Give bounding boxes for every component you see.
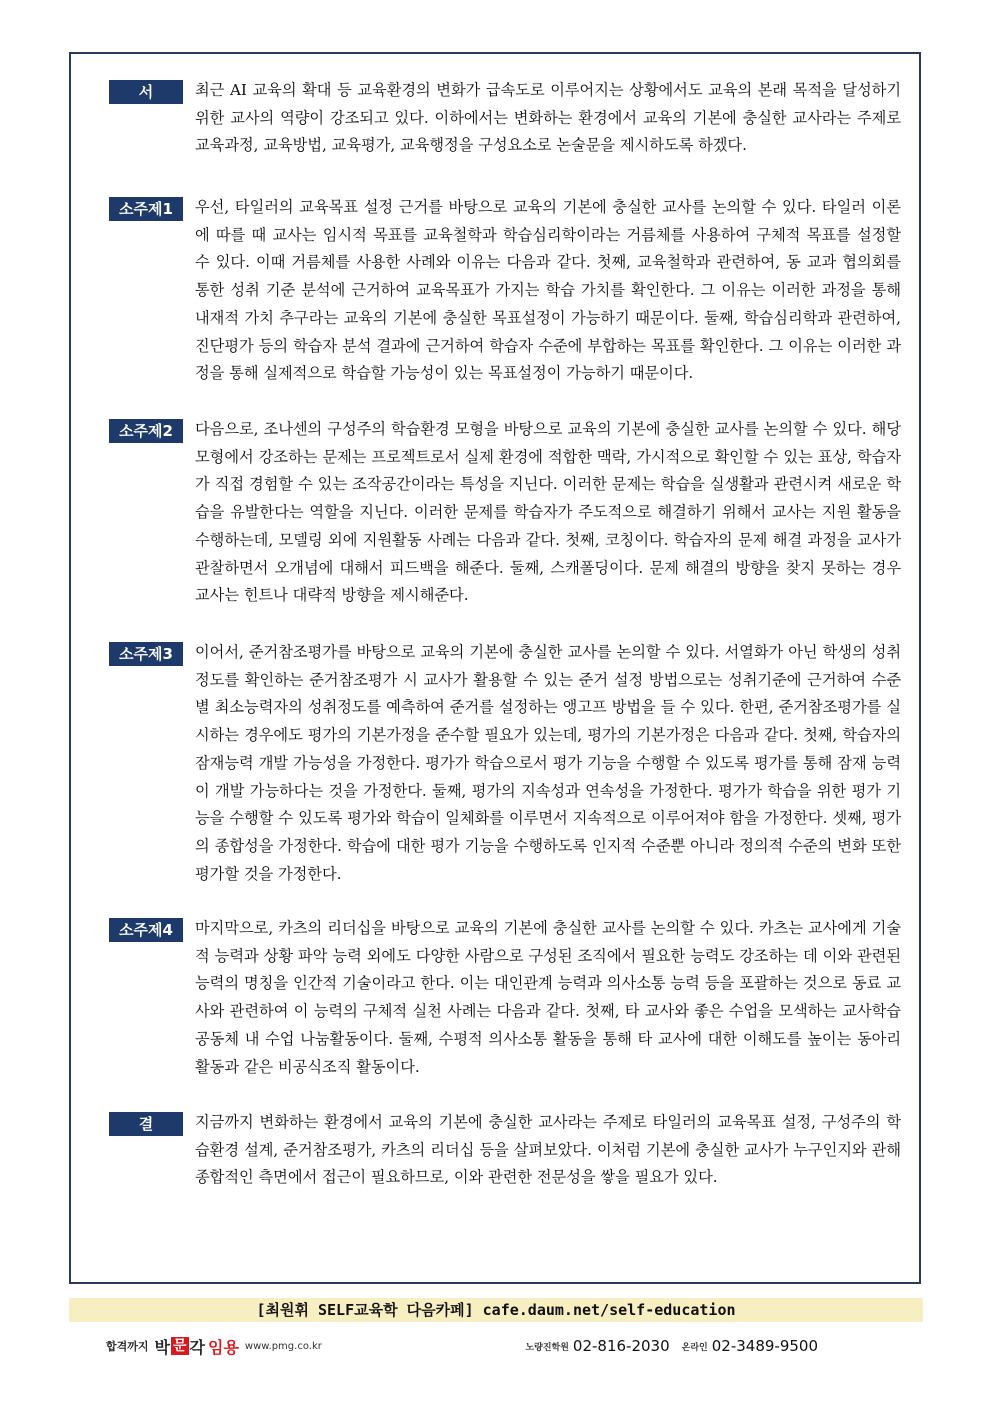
- brand-logo: [155, 1335, 239, 1358]
- section-subtopic-2: [101, 419, 911, 610]
- section-text: 최근 AI 교육의 확대 등 교육환경의 변화가 급속도로 이루어지는 상황에서도 교육의 본래 목적을 달성하기 위한 교사의 역량이 강조되고 있다. 이하에서는 변화하는 환경에서 교육의 기본에 충실한 교사라는 주제로 교육과정, 교육방법, 교육평가, 교육행정을 구성요소로 논술문을 제시하도록 하겠다.: [195, 81, 901, 155]
- publisher-footer: [106, 1334, 818, 1358]
- section-subtopic-3: [101, 642, 911, 888]
- cafe-banner: [최원휘 SELF교육학 다음카페] cafe.daum.net/self-education: [69, 1298, 923, 1322]
- section-subtopic-1: [101, 197, 911, 388]
- essay-frame: [69, 52, 921, 1284]
- brand-mun: 문: [172, 1338, 187, 1354]
- brand-park: 박: [154, 1337, 170, 1357]
- section-tag: 소주제4: [109, 918, 183, 942]
- section-text: 다음으로, 조나센의 구성주의 학습환경 모형을 바탕으로 교육의 기본에 충실한 교사를 논의할 수 있다. 해당 모형에서 강조하는 문제는 프로젝트로서 실제 환경에 적합한 맥락, 가시적으로 확인할 수 있는 표상, 학습자가 직접 경험할 수 있는 조작공간이라는 특성을 지닌다. 이러한 문제는 학습을 실생활과 관련시켜 새로운 학습을 유발한다는 역할을 지닌다. 이러한 문제를 학습자가 주도적으로 해결하기 위해서 교사는 지원 활동을 수행하는데, 모델링 외에 지원활동 사례는 다음과 같다. 첫째, 코칭이다. 학습자의 문제 해결 과정을 교사가 관찰하면서 오개념에 대해서 피드백을 해준다. 둘째, 스캐폴딩이다. 문제 해결의 방향을 찾지 못하는 경우 교사는 힌트나 대략적 방향을 제시해준다.: [195, 420, 901, 605]
- section-conclusion: [101, 1112, 911, 1192]
- section-text: 이어서, 준거참조평가를 바탕으로 교육의 기본에 충실한 교사를 논의할 수 있다. 서열화가 아닌 학생의 성취 정도를 확인하는 준거참조평가 시 교사가 활용할 수 있는 준거 설정 방법으로는 성취기준에 근거하여 수준별 최소능력자의 성취정도를 예측하여 준거를 설정하는 앵고프 방법을 들 수 있다. 한편, 준거참조평가를 실시하는 경우에도 평가의 기본가정을 준수할 필요가 있는데, 평가의 기본가정은 다음과 같다. 첫째, 학습자의 잠재능력 개발 가능성을 가정한다. 평가가 학습으로서 평가 기능을 수행할 수 있도록 평가를 통해 잠재 능력이 개발 가능하다는 것을 가정한다. 둘째, 평가의 지속성과 연속성을 가정한다. 평가가 학습을 위한 평가 기능을 수행할 수 있도록 평가와 학습이 일체화를 이루면서 지속적으로 이루어져야 함을 가정한다. 셋째, 평가의 종합성을 가정한다. 학습에 대한 평가 기능을 수행하도록 인지적 수준뿐 아니라 정의적 수준의 변화 또한 평가할 것을 가정한다.: [195, 643, 901, 883]
- section-tag: 결 론: [109, 1112, 183, 1136]
- footer-url: www.pmg.co.kr: [244, 1340, 322, 1352]
- footer-tagline: 합격까지: [106, 1340, 149, 1353]
- online-phone: 02-3489-9500: [711, 1337, 818, 1355]
- section-subtopic-4: [101, 918, 911, 1081]
- noryangjin-phone: 02-816-2030: [572, 1337, 670, 1355]
- section-text: 지금까지 변화하는 환경에서 교육의 기본에 충실한 교사라는 주제로 타일러의 교육목표 설정, 구성주의 학습환경 설계, 준거참조평가, 카츠의 리더십 등을 살펴보았다. 이처럼 기본에 충실한 교사가 누구인지와 관해 종합적인 측면에서 접근이 필요하므로, 이와 관련한 전문성을 쌓을 필요가 있다.: [195, 1113, 901, 1187]
- brand-imyong: 임용: [207, 1337, 239, 1357]
- noryangjin-label: 노량진학원: [525, 1342, 569, 1353]
- online-label: 온라인: [681, 1342, 708, 1353]
- section-intro: [101, 80, 911, 160]
- section-tag: 소주제1: [109, 197, 183, 221]
- brand-gak: 각: [189, 1337, 205, 1357]
- section-text: 마지막으로, 카츠의 리더십을 바탕으로 교육의 기본에 충실한 교사를 논의할 수 있다. 카츠는 교사에게 기술적 능력과 상황 파악 능력 외에도 다양한 사람으로 구성된 조직에서 필요한 능력도 강조하는 데 이와 관련된 능력의 명칭을 인간적 기술이라고 한다. 이는 대인관계 능력과 의사소통 능력 등을 포괄하는 것으로 동료 교사와 관련하여 이 능력의 구체적 실천 사례는 다음과 같다. 첫째, 타 교사와 좋은 수업을 모색하는 교사학습 공동체 내 수업 나눔활동이다. 둘째, 수평적 의사소통 활동을 통해 타 교사에 대한 이해도를 높이는 동아리 활동과 같은 비공식조직 활동이다.: [195, 919, 901, 1076]
- section-tag: 소주제2: [109, 419, 183, 443]
- section-tag: 소주제3: [109, 642, 183, 666]
- section-text: 우선, 타일러의 교육목표 설정 근거를 바탕으로 교육의 기본에 충실한 교사를 논의할 수 있다. 타일러 이론에 따를 때 교사는 임시적 목표를 교육철학과 학습심리학이라는 거름체를 사용하여 구체적 목표를 설정할 수 있다. 이때 거름체를 사용한 사례와 이유는 다음과 같다. 첫째, 교육철학과 관련하여, 동 교과 협의회를 통한 성취 기준 분석에 근거하여 교육목표가 가지는 학습 가치를 확인한다. 그 이유는 이러한 과정을 통해 내재적 가치 추구라는 교육의 기본에 충실한 목표설정이 가능하기 때문이다. 둘째, 학습심리학과 관련하여, 진단평가 등의 학습자 분석 결과에 근거하여 학습자 수준에 부합하는 목표를 확인한다. 그 이유는 이러한 과정을 통해 실제적으로 학습할 가능성이 있는 목표설정이 가능하기 때문이다.: [195, 198, 901, 383]
- section-tag: 서 론: [109, 80, 183, 104]
